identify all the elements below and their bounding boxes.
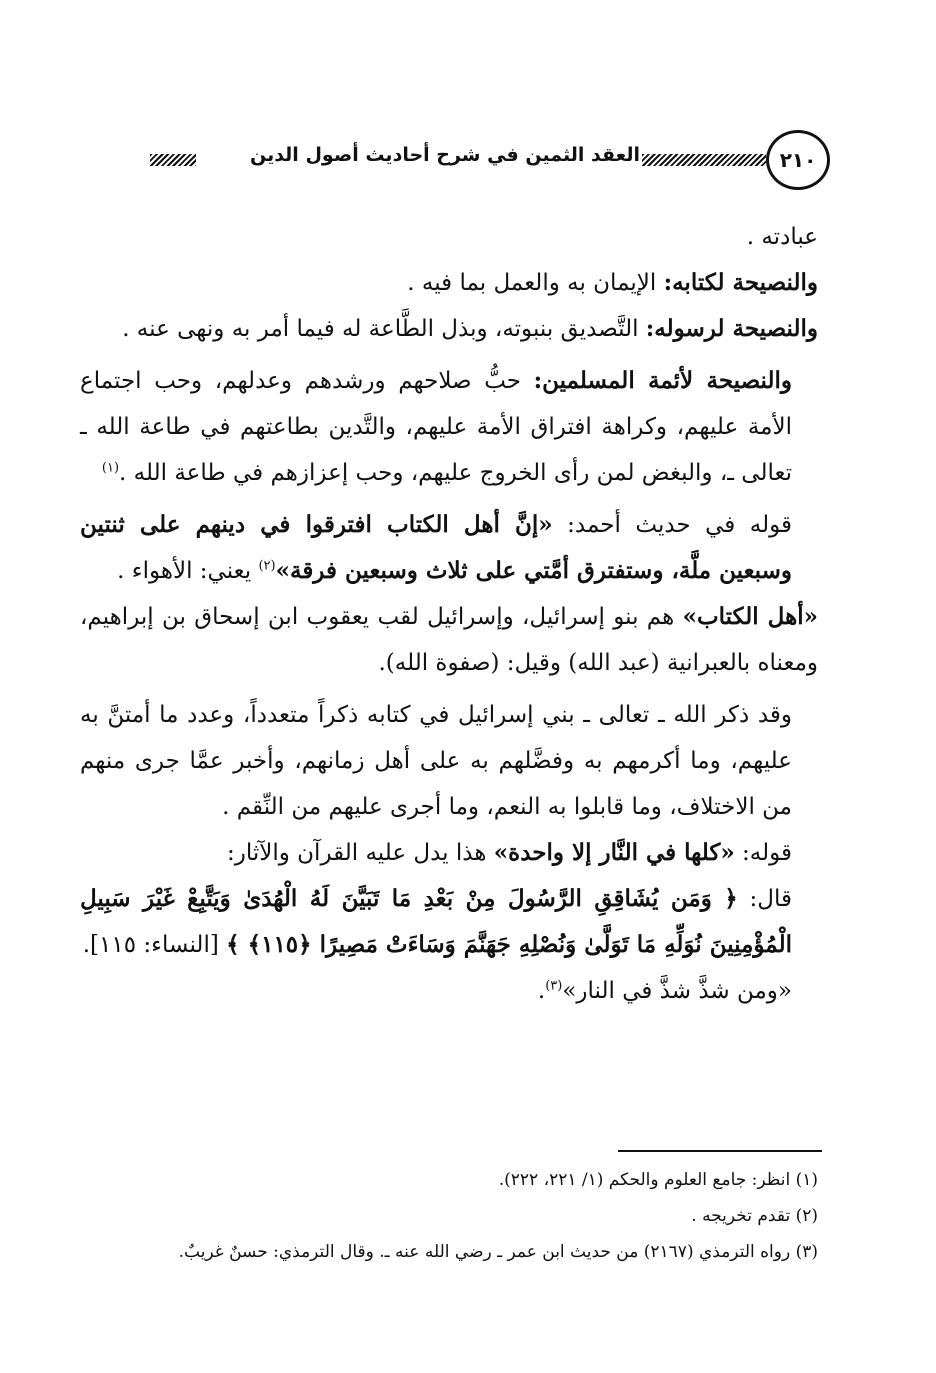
p4-label: والنصيحة لأئمة المسلمين: — [533, 367, 792, 394]
footnote-2: (٢) تقدم تخريجه . — [691, 1206, 818, 1226]
paragraph-7: وقد ذكر الله ـ تعالى ـ بني إسرائيل في كتابه ذكراً متعدداً، وعدد ما أمتنَّ به عليهم، وما أكرمهم به وفضَّلهم به على أهل زمانهم، وأخبر عمَّا جرى منهم من الاختلاف، وما قابلوا به النعم، وما أجرى عليهم من النِّقم . — [80, 702, 792, 820]
paragraph-6: «أهل الكتاب» هم بنو إسرائيل، وإسرائيل لقب يعقوب ابن إسحاق بن إبراهيم، ومعناه بالعبرانية (عبد الله) وقيل: (صفوة الله). — [80, 603, 818, 676]
p3-label: والنصيحة لرسوله: — [645, 315, 818, 342]
p6-label: «أهل الكتاب» — [682, 603, 818, 630]
page-header — [150, 130, 830, 190]
footnote-ref-3[interactable]: (٣) — [545, 978, 563, 994]
paragraph-9: قال: ﴿ وَمَن يُشَاقِقِ الرَّسُولَ مِنْ بَعْدِ مَا تَبَيَّنَ لَهُ الْهُدَىٰ وَيَتَّبِعْ غَيْرَ سَبِيلِ الْمُؤْمِنِينَ نُوَلِّهِ مَا تَوَلَّىٰ وَنُصْلِهِ جَهَنَّمَ وَسَاءَتْ مَصِيرًا ﴿١١٥﴾ ﴾ [النساء: ١١٥]. — [80, 885, 792, 958]
hadith-quote: «إنَّ أهل الكتاب افترقوا في دينهم على ثنتين وسبعين ملَّة، وستفترق أمَّتي على ثلاث وسبعين فرقة» — [80, 511, 792, 584]
footnote-1: (١) انظر: جامع العلوم والحكم (١/ ٢٢١، ٢٢٢). — [498, 1170, 818, 1190]
footnote-ref-1[interactable]: (١) — [101, 460, 120, 476]
paragraph-4: والنصيحة لأئمة المسلمين: حبُّ صلاحهم ورشدهم وعدلهم، وحب اجتماع الأمة عليهم، وكراهة افتراق الأمة عليهم، والتَّدين بطاعتهم في طاعة الله ـ تعالى ـ، والبغض لمن رأى الخروج عليهم، وحب إعزازهم في طاعة الله .$^{(١)}$ — [80, 367, 792, 486]
verse-reference: [النساء: ١١٥]. — [82, 932, 227, 958]
page-number: ٢١٠ — [766, 130, 830, 190]
paragraph-2: والنصيحة لكتابه: الإيمان به والعمل بما فيه . — [407, 269, 818, 296]
quran-verse: ﴿ وَمَن يُشَاقِقِ الرَّسُولَ مِنْ بَعْدِ مَا تَبَيَّنَ لَهُ الْهُدَىٰ وَيَتَّبِعْ غَيْرَ سَبِيلِ الْمُؤْمِنِينَ نُوَلِّهِ مَا تَوَلَّىٰ وَنُصْلِهِ جَهَنَّمَ وَسَاءَتْ مَصِيرًا ﴿١١٥﴾ ﴾ — [80, 885, 792, 958]
footnote-3: (٣) رواه الترمذي (٢١٦٧) من حديث ابن عمر ـ رضي الله عنه ـ. وقال الترمذي: حسنٌ غريبٌ. — [178, 1242, 818, 1262]
running-title: العقد الثمين في شرح أحاديث أصول الدين — [249, 144, 640, 166]
main-text — [80, 214, 818, 1014]
paragraph-3: والنصيحة لرسوله: التَّصديق بنبوته، وبذل الطَّاعة له فيما أمر به ونهى عنه . — [122, 315, 818, 342]
paragraph-5: قوله في حديث أحمد: «إنَّ أهل الكتاب افترقوا في دينهم على ثنتين وسبعين ملَّة، وستفترق أمَّتي على ثلاث وسبعين فرقة»$^{(٢)}$ يعني: الأهواء . — [80, 511, 792, 584]
footnote-ref-2[interactable]: (٢) — [258, 558, 276, 574]
paragraph-1: عبادته . — [746, 224, 818, 250]
header-ornament-left — [150, 154, 196, 166]
paragraph-10: «ومن شذَّ شذَّ في النار»$^{(٣)}$. — [537, 978, 792, 1004]
paragraph-8: قوله: «كلها في النَّار إلا واحدة» هذا يدل عليه القرآن والآثار: — [226, 839, 792, 866]
hadith-quote-2: «كلها في النَّار إلا واحدة» — [493, 839, 735, 866]
header-ornament-right — [642, 154, 766, 166]
footnotes — [80, 1162, 818, 1270]
footnote-separator — [618, 1150, 822, 1152]
p2-label: والنصيحة لكتابه: — [663, 269, 818, 296]
